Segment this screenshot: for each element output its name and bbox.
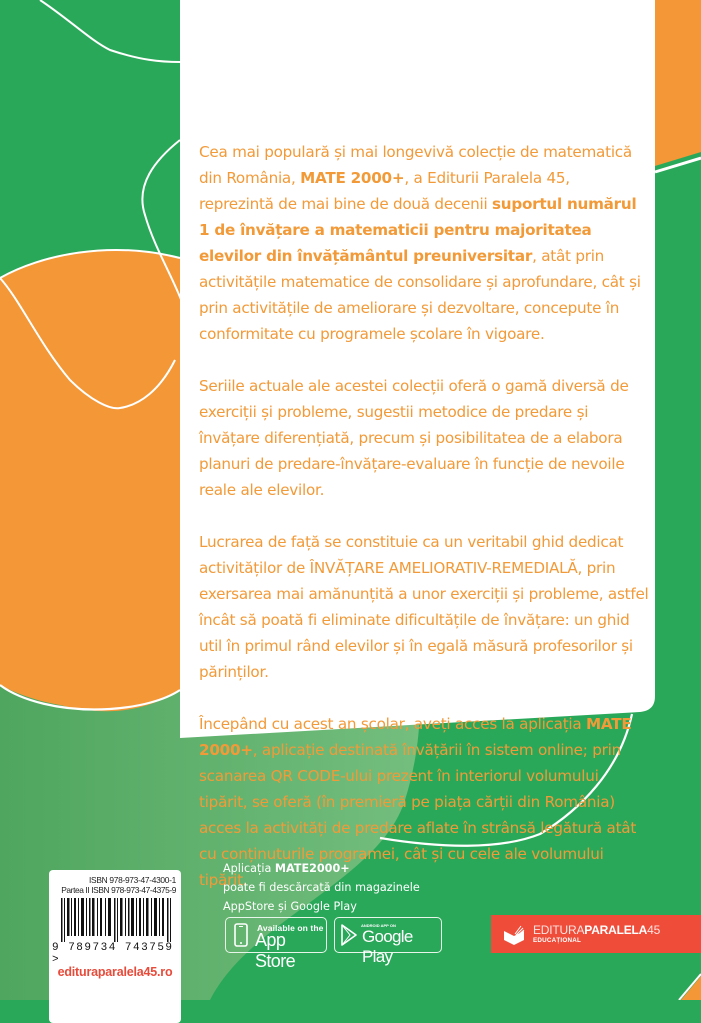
text-segment: Cea mai populară și mai longevivă colecție de matematică din România, (199, 143, 632, 187)
paragraph-2 (199, 373, 649, 503)
app-promo-line-3: AppStore și Google Play (223, 900, 357, 913)
app-promo-line-1 (223, 859, 420, 878)
publisher-website-link[interactable]: edituraparalela45.ro (57, 965, 173, 979)
app-promo-line-2: poate fi descărcată din magazinele (223, 881, 420, 894)
app-promo-prefix: Aplicația (223, 862, 275, 875)
paragraph-1 (199, 139, 649, 347)
publisher-name-bold: PARALELA (584, 923, 648, 937)
text-segment: Începând cu acest an școlar, aveți acces la aplicația (199, 715, 587, 733)
publisher-name-light: EDITURA (533, 923, 585, 937)
paragraph-3 (199, 529, 649, 685)
highlight-text: suportul numărul 1 de învățare a matematicii pentru majoritatea elevilor din învățământul preuniversitar (199, 195, 637, 265)
google-play-badge[interactable] (334, 917, 442, 966)
play-triangle-icon (340, 924, 358, 946)
app-store-label: App Store (255, 930, 296, 971)
open-book-icon (503, 924, 525, 946)
barcode-icon (59, 898, 175, 942)
brand-name: MATE 2000+ (199, 715, 632, 759)
text-segment: Seriile actuale ale acestei colecții oferă o gamă diversă de exerciții și probleme, sugestii metodice de predare și învățare diferențiată, precum și posibilitatea de a elabora planuri de predare-învățare-evaluare în funcție de nevoile reale ale elevilor. (199, 377, 629, 499)
text-segment: , a Editurii Paralela 45, reprezintă de mai bine de două decenii (199, 169, 570, 213)
text-segment: Lucrarea de față se constituie ca un veritabil ghid dedicat activităților de ÎNVĂȚARE AMELIORATIV-REMEDIALĂ, prin exersarea mai amănunțită a unor exerciții și probleme, astfel încât să poată fi eliminate dificultățile de învățare: un ghid util în primul rând elevilor și în egală măsură profesorilor și părinților. (199, 533, 649, 681)
google-play-small-label: ANDROID APP ON (361, 923, 396, 928)
isbn-label: ISBN 978-973-47-4300-1 (89, 875, 176, 885)
back-cover-description (199, 139, 649, 919)
app-promo-text (223, 859, 420, 916)
publisher-logo-banner (491, 915, 701, 953)
text-segment: , atât prin activitățile matematice de consolidare și aprofundare, cât și prin activitățile de ameliorare și dezvoltare, concepute în conformitate cu programele școlare în vigoare. (199, 247, 641, 343)
app-name: MATE2000+ (274, 862, 350, 875)
app-store-badge[interactable] (225, 917, 327, 971)
text-segment: , aplicație destinată învățării în sistem online; prin scanarea QR CODE-ului prezent în interiorul volumului tipărit, se oferă (în premieră pe piața cărții din România) acces la activități de predare aflate în strânsă legătură atât cu conținuturile programei, cât și cu cele ale volumului tipărit. (199, 741, 637, 889)
barcode-digits: 9 789734 743759 > (52, 942, 174, 966)
part-isbn-label: Partea II ISBN 978-973-47-4375-9 (61, 885, 176, 895)
brand-name: MATE 2000+ (300, 169, 405, 187)
iphone-icon (234, 923, 248, 947)
google-play-label: Google Play (362, 927, 413, 966)
app-store-small-label: Available on the (257, 923, 324, 933)
publisher-name (533, 923, 660, 937)
publisher-division: EDUCAȚIONAL (533, 937, 582, 944)
isbn-barcode-card (49, 870, 181, 1023)
publisher-name-number: 45 (647, 923, 661, 937)
